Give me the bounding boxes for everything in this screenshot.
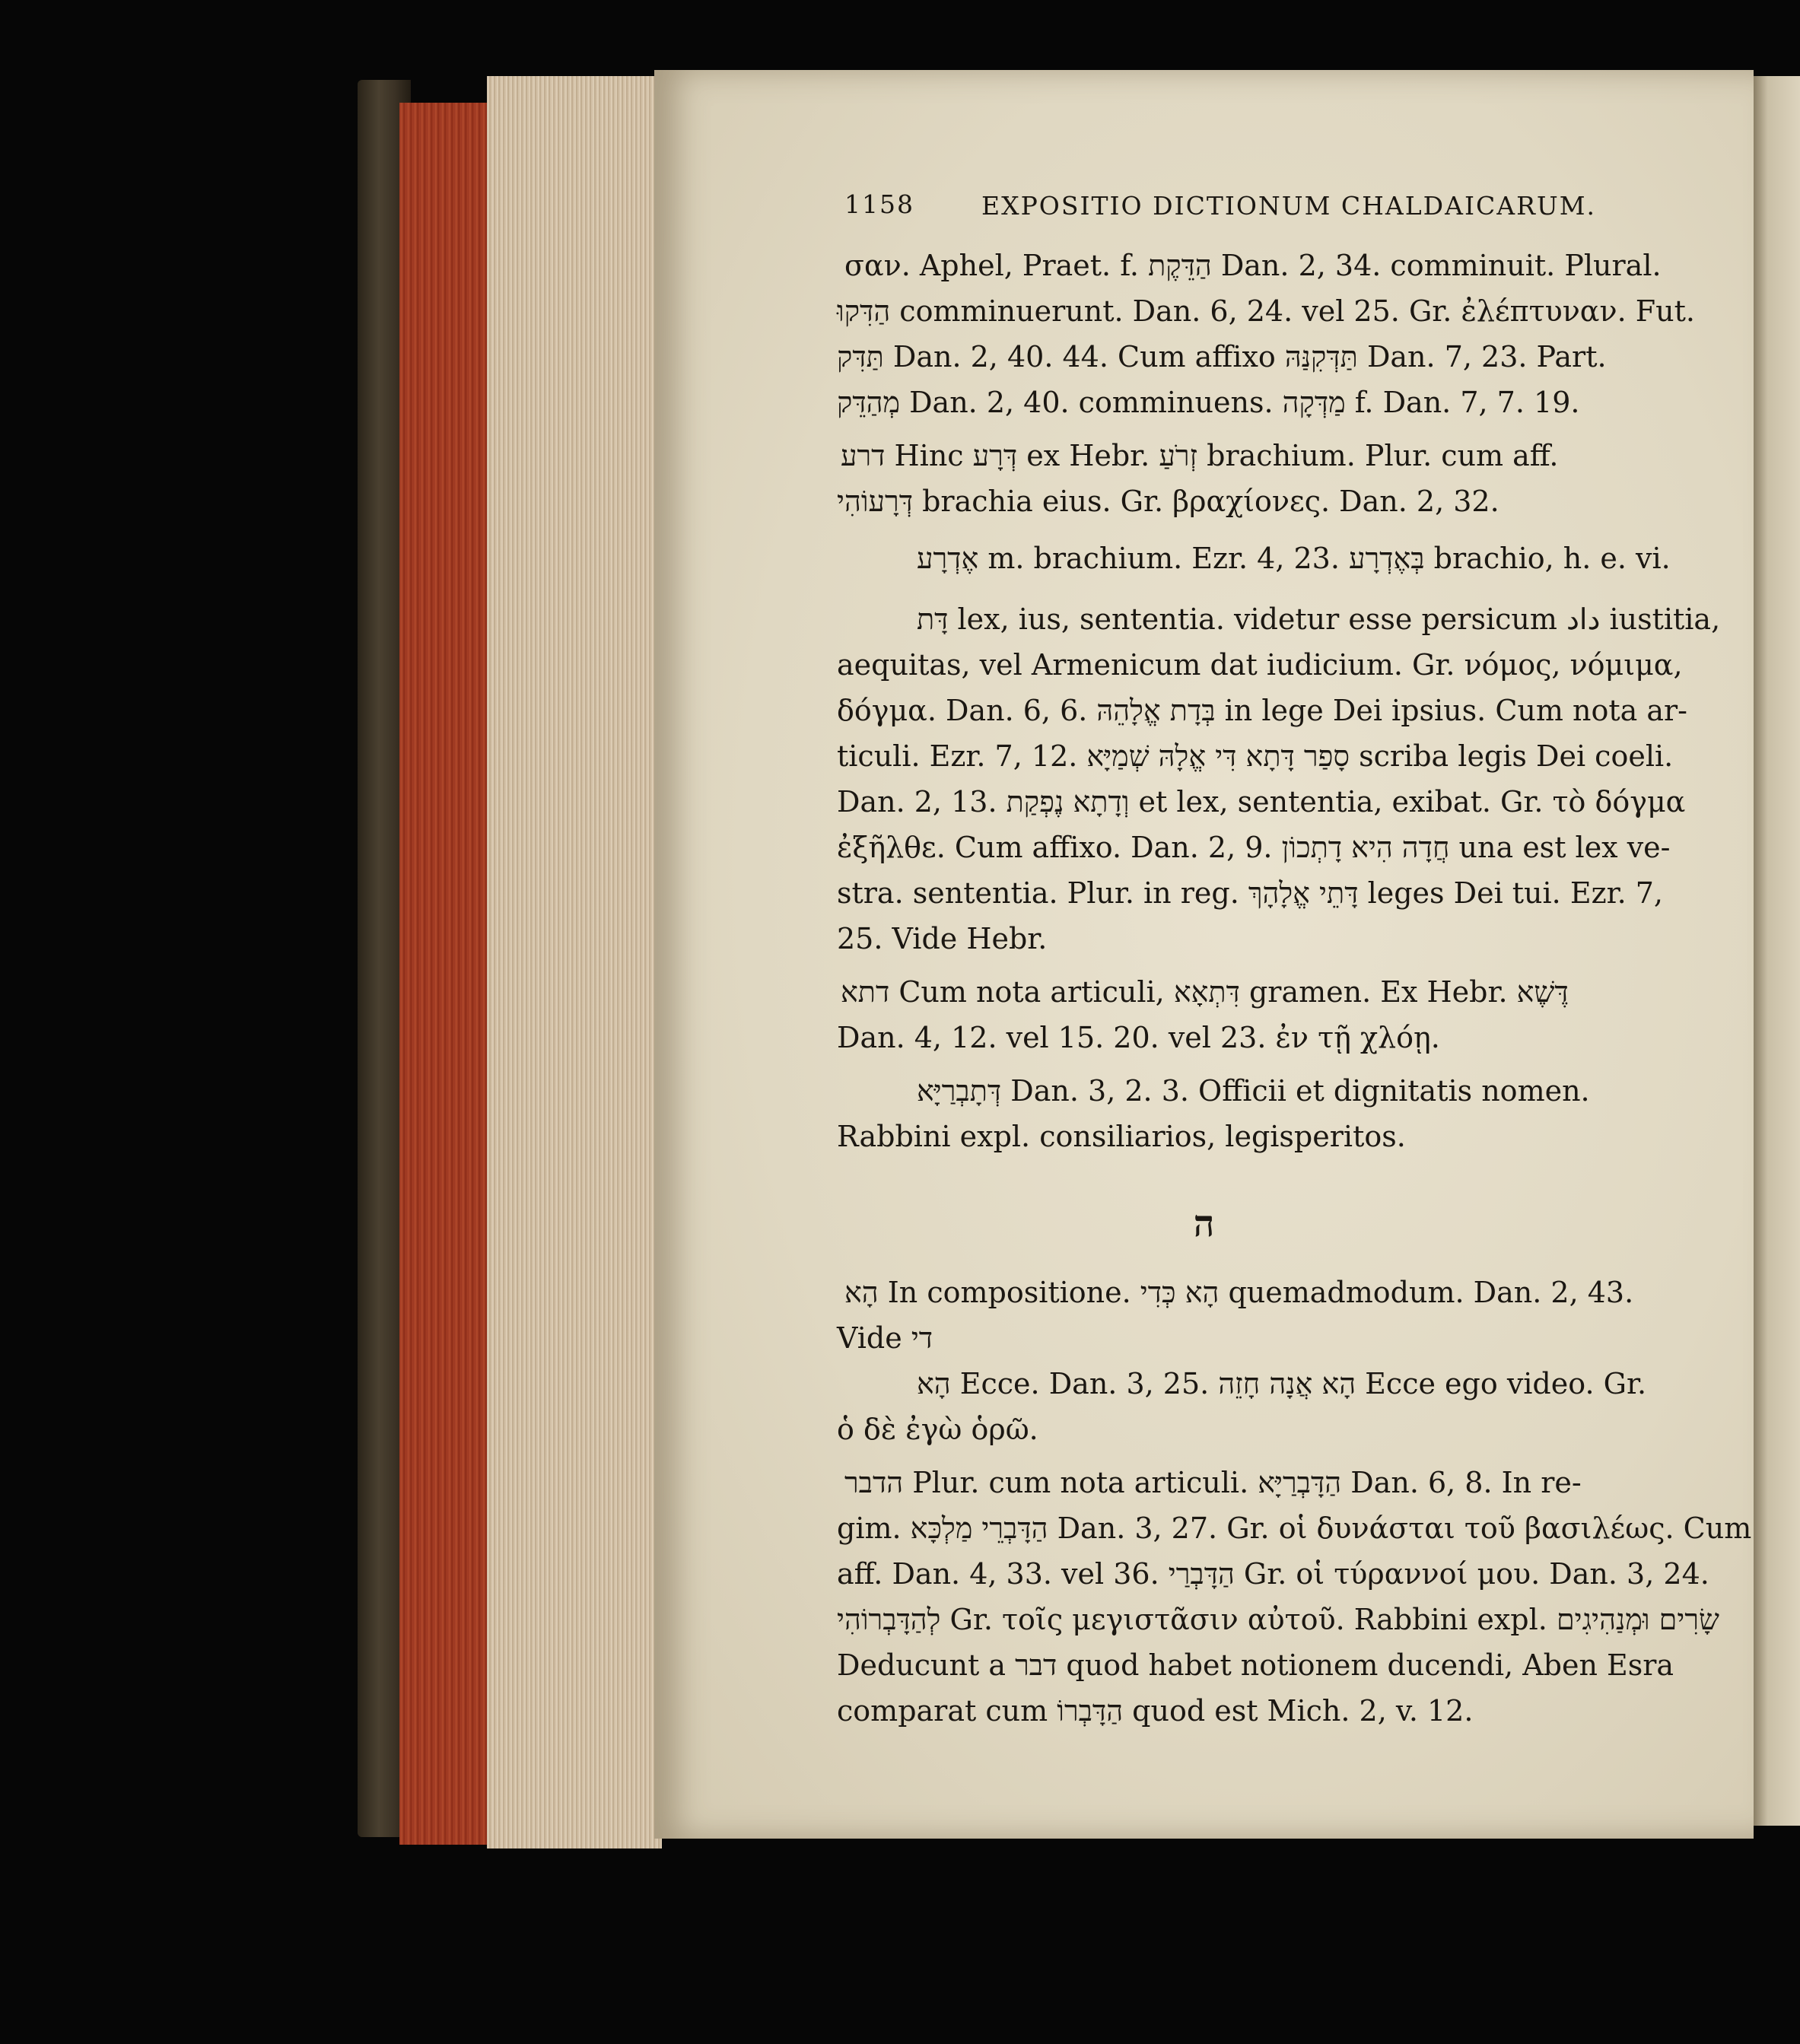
text-line: ἐξῆλθε. Cum affixo. Dan. 2, 9. חֲדָה הִיא דָתְכוֹן una est lex ve- [837, 831, 1671, 864]
text-line: אֶדְרָע m. brachium. Ezr. 4, 23. בְּאֶדְרָע brachio, h. e. vi. [917, 542, 1671, 575]
text-line: aff. Dan. 4, 33. vel 36. הַדָּבְרַי Gr. οἱ τύραννοί μου. Dan. 3, 24. [837, 1557, 1709, 1591]
text-line: תַּדִּק Dan. 2, 40. 44. Cum affixo תַּדְּקִנַּהּ Dan. 7, 23. Part. [837, 340, 1607, 374]
text-line: Dan. 4, 12. vel 15. 20. vel 23. ἐν τῇ χλόῃ. [837, 1021, 1440, 1054]
text-line: Vide די [837, 1321, 933, 1355]
text-line: הַדִּקוּ comminuerunt. Dan. 6, 24. vel 25. Gr. ἐλέπτυναν. Fut. [837, 294, 1695, 328]
text-line: ὁ δὲ ἐγὼ ὁρῶ. [837, 1413, 1038, 1446]
text-line: 25. Vide Hebr. [837, 922, 1048, 955]
text-line: דרע Hinc דְּרָע ex Hebr. זְרֹעַ brachium. Plur. cum aff. [841, 439, 1559, 472]
text-line: דָּת lex, ius, sententia. videtur esse persicum داد iustitia, [917, 602, 1721, 636]
text-line: Dan. 2, 13. וְדָתָא נֶפְקַת et lex, sententia, exibat. Gr. τὸ δόγμα [837, 785, 1686, 819]
text-line: לְהַדָּבְרוֹהִי Gr. τοῖς μεγιστᾶσιν αὐτοῦ. Rabbini expl. שָׂרִים וּמְנַהִיגִים [837, 1603, 1719, 1636]
text-line: gim. הַדָּבְרֵי מַלְכָּא Dan. 3, 27. Gr. οἱ δυνάσται τοῦ βασιλέως. Cum [837, 1512, 1752, 1545]
text-line: ticuli. Ezr. 7, 12. סָפַר דָּתָא דִּי אֱלָהּ שְׁמַיָּא scriba legis Dei coeli. [837, 739, 1674, 773]
text-line: comparat cum הַדָּבְרוֹ quod est Mich. 2, v. 12. [837, 1694, 1474, 1728]
text-line: דתא Cum nota articuli, דִּתְאָא gramen. Ex Hebr. דֶּשֶׁא [841, 975, 1569, 1009]
text-line: aequitas, vel Armenicum dat iudicium. Gr. νόμος, νόμιμα, [837, 648, 1683, 682]
text-line: σαν. Aphel, Praet. f. הַדֵּקֶת Dan. 2, 34. comminuit. Plural. [844, 249, 1662, 282]
running-title: EXPOSITIO DICTIONUM CHALDAICARUM. [981, 191, 1597, 221]
text-line: Deducunt a דבר quod habet notionem ducendi, Aben Esra [837, 1648, 1674, 1682]
page-edges-red [399, 103, 487, 1845]
page-number: 1158 [844, 189, 914, 219]
text-line: Rabbini expl. consiliarios, legisperitos. [837, 1120, 1406, 1153]
page-edges [487, 76, 662, 1849]
text-line: דְּרָעוֹהִי brachia eius. Gr. βραχίονες. Dan. 2, 32. [837, 485, 1499, 518]
section-letter: ה [1193, 1203, 1215, 1245]
text-line: מְהַדֵּק Dan. 2, 40. comminuens. מַדְּקָה f. Dan. 7, 7. 19. [837, 386, 1580, 419]
text-line: דְּתָבְרַיָּא Dan. 3, 2. 3. Officii et dignitatis nomen. [917, 1074, 1590, 1108]
text-line: δόγμα. Dan. 6, 6. בְּדָת אֱלָהֵהּ in lege Dei ipsius. Cum nota ar- [837, 694, 1687, 727]
text-line: הָא In compositione. הָא כְּדִי quemadmodum. Dan. 2, 43. [844, 1276, 1634, 1309]
next-page-edge [1754, 76, 1800, 1826]
text-line: הָא Ecce. Dan. 3, 25. הָא אֲנָה חָזֵה Ecce ego video. Gr. [917, 1367, 1647, 1400]
book-page [654, 70, 1754, 1839]
text-line: הדבר Plur. cum nota articuli. הַדָּבְרַיָּא Dan. 6, 8. In re- [844, 1466, 1582, 1499]
text-line: stra. sententia. Plur. in reg. דָּתֵי אֱלָהָךְ leges Dei tui. Ezr. 7, [837, 876, 1664, 910]
